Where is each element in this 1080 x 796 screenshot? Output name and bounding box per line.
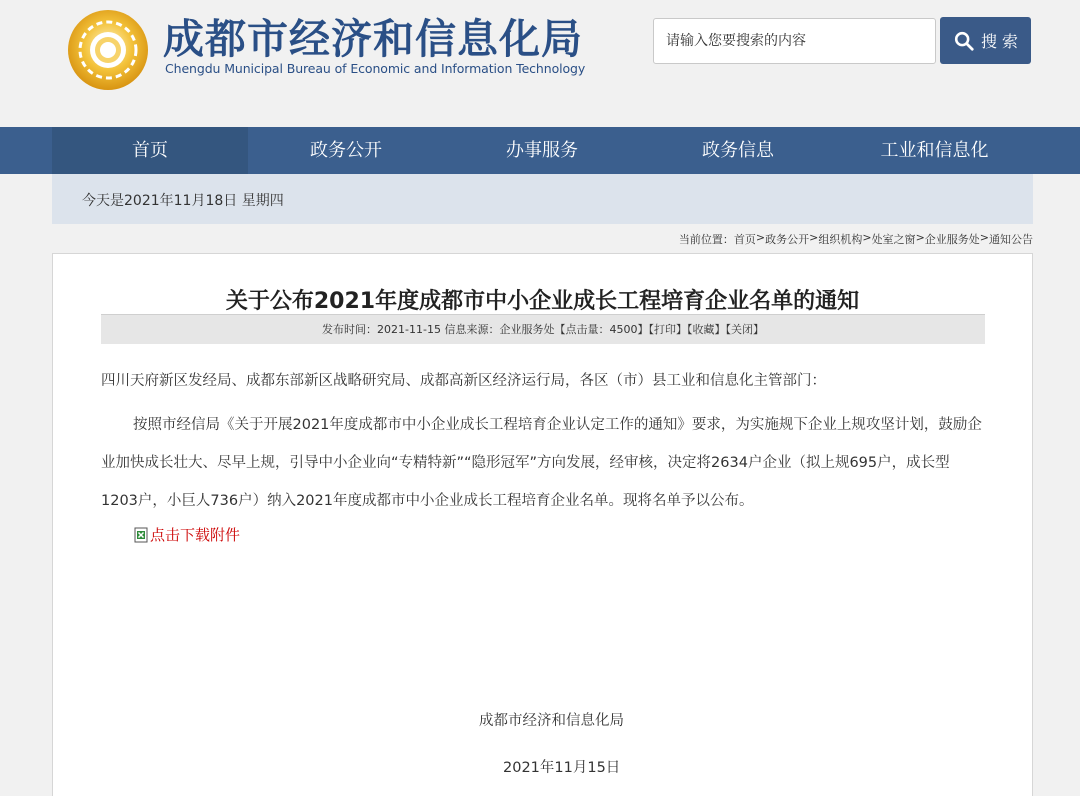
breadcrumb-home[interactable]: 首页: [733, 233, 756, 246]
breadcrumb-gov-affairs[interactable]: 政务公开: [765, 233, 810, 246]
nav-item-gov-affairs[interactable]: 政务公开: [310, 140, 382, 161]
download-attachment-link[interactable]: [133, 524, 240, 545]
search-button[interactable]: [940, 17, 1031, 64]
breadcrumb-notices[interactable]: 通知公告: [989, 233, 1033, 246]
breadcrumb-division-window[interactable]: 处室之窗: [871, 233, 916, 246]
site-header: [0, 0, 1080, 127]
nav-item-gov-info[interactable]: 政务信息: [702, 140, 774, 161]
article-body: 按照市经信局《关于开展2021年度成都市中小企业成长工程培育企业认定工作的通知》要求，为实施规下企业上规攻坚计划，鼓励企业加快成长壮大、尽早上规，引导中小企业向“专精特新”“隐形冠军”方向发展，经审核，决定将2634户企业（拟上规695户，成长型1203户，小巨人736户）纳入2021年度成都市中小企业成长工程培育企业名单。现将名单予以公布。: [101, 417, 982, 509]
breadcrumb: [679, 231, 1033, 247]
print-link[interactable]: 【打印】: [648, 323, 687, 336]
breadcrumb-separator: >: [809, 231, 819, 244]
site-subtitle: Chengdu Municipal Bureau of Economic and Information Technology: [165, 61, 586, 76]
attachment-label: 点击下载附件: [150, 526, 241, 544]
site-title: 成都市经济和信息化局: [163, 15, 583, 63]
excel-file-icon: [133, 527, 149, 543]
today-date: 今天是2021年11月18日 星期四: [82, 193, 284, 209]
article-title: 关于公布2021年度成都市中小企业成长工程培育企业名单的通知: [225, 289, 860, 314]
nav-item-services[interactable]: 办事服务: [506, 140, 578, 161]
publish-info: 发布时间：2021-11-15 信息来源：企业服务处【点击量：4500】: [322, 323, 649, 336]
main-nav: [0, 127, 1080, 174]
nav-item-industry-it[interactable]: 工业和信息化: [880, 140, 989, 161]
search-icon: [953, 30, 975, 52]
nav-item-home[interactable]: 首页: [52, 127, 248, 174]
breadcrumb-prefix: 当前位置：: [678, 233, 734, 246]
bureau-logo-icon: [66, 8, 150, 92]
article-signature: 成都市经济和信息化局: [479, 713, 624, 729]
breadcrumb-separator: >: [862, 231, 872, 244]
date-bar: [52, 174, 1033, 224]
article-salutation: 四川天府新区发经局、成都东部新区战略研究局、成都高新区经济运行局，各区（市）县工业和信息化主管部门：: [101, 373, 826, 389]
breadcrumb-organization[interactable]: 组织机构: [818, 233, 863, 246]
close-link[interactable]: 【关闭】: [725, 323, 764, 336]
article-date: 2021年11月15日: [503, 760, 621, 776]
article-panel: [52, 253, 1033, 796]
article-meta: [101, 314, 985, 344]
breadcrumb-separator: >: [755, 231, 766, 244]
search-button-label: 搜 索: [980, 32, 1019, 51]
breadcrumb-separator: >: [979, 231, 989, 244]
favorite-link[interactable]: 【收藏】: [686, 323, 726, 336]
search-input[interactable]: [653, 18, 936, 64]
breadcrumb-enterprise-service[interactable]: 企业服务处: [924, 233, 980, 246]
breadcrumb-separator: >: [915, 231, 925, 244]
